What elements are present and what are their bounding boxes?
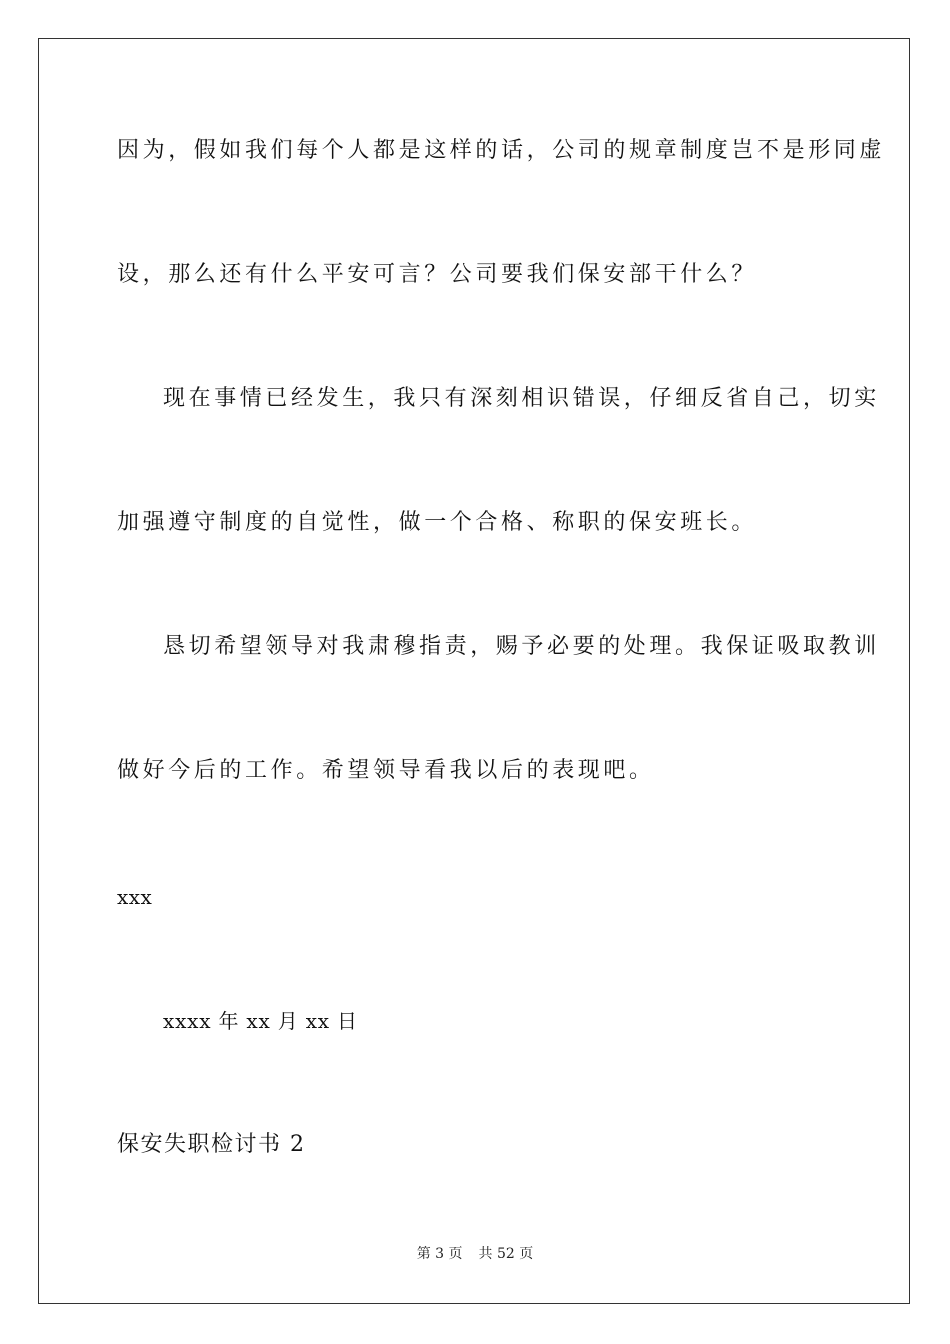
paragraph-2-line-2: 加强遵守制度的自觉性，做一个合格、称职的保安班长。 <box>117 510 758 535</box>
page-frame <box>38 38 910 1304</box>
paragraph-1-line-1: 因为，假如我们每个人都是这样的话，公司的规章制度岂不是形同虚 <box>117 138 886 163</box>
paragraph-3-line-1: 恳切希望领导对我肃穆指责，赐予必要的处理。我保证吸取教训 <box>163 634 880 659</box>
paragraph-1-line-2: 设，那么还有什么平安可言？公司要我们保安部干什么？ <box>117 262 758 287</box>
paragraph-3-line-2: 做好今后的工作。希望领导看我以后的表现吧。 <box>117 758 655 783</box>
page-footer <box>0 1244 950 1264</box>
next-section-heading: 保安失职检讨书 2 <box>117 1132 306 1157</box>
page-total: 共 52 页 <box>478 1246 534 1262</box>
date-line: xxxx 年 xx 月 xx 日 <box>163 1009 358 1033</box>
signature: xxx <box>117 885 153 909</box>
page-number: 第 3 页 <box>416 1246 463 1262</box>
paragraph-2-line-1: 现在事情已经发生，我只有深刻相识错误，仔细反省自己，切实 <box>163 386 880 411</box>
